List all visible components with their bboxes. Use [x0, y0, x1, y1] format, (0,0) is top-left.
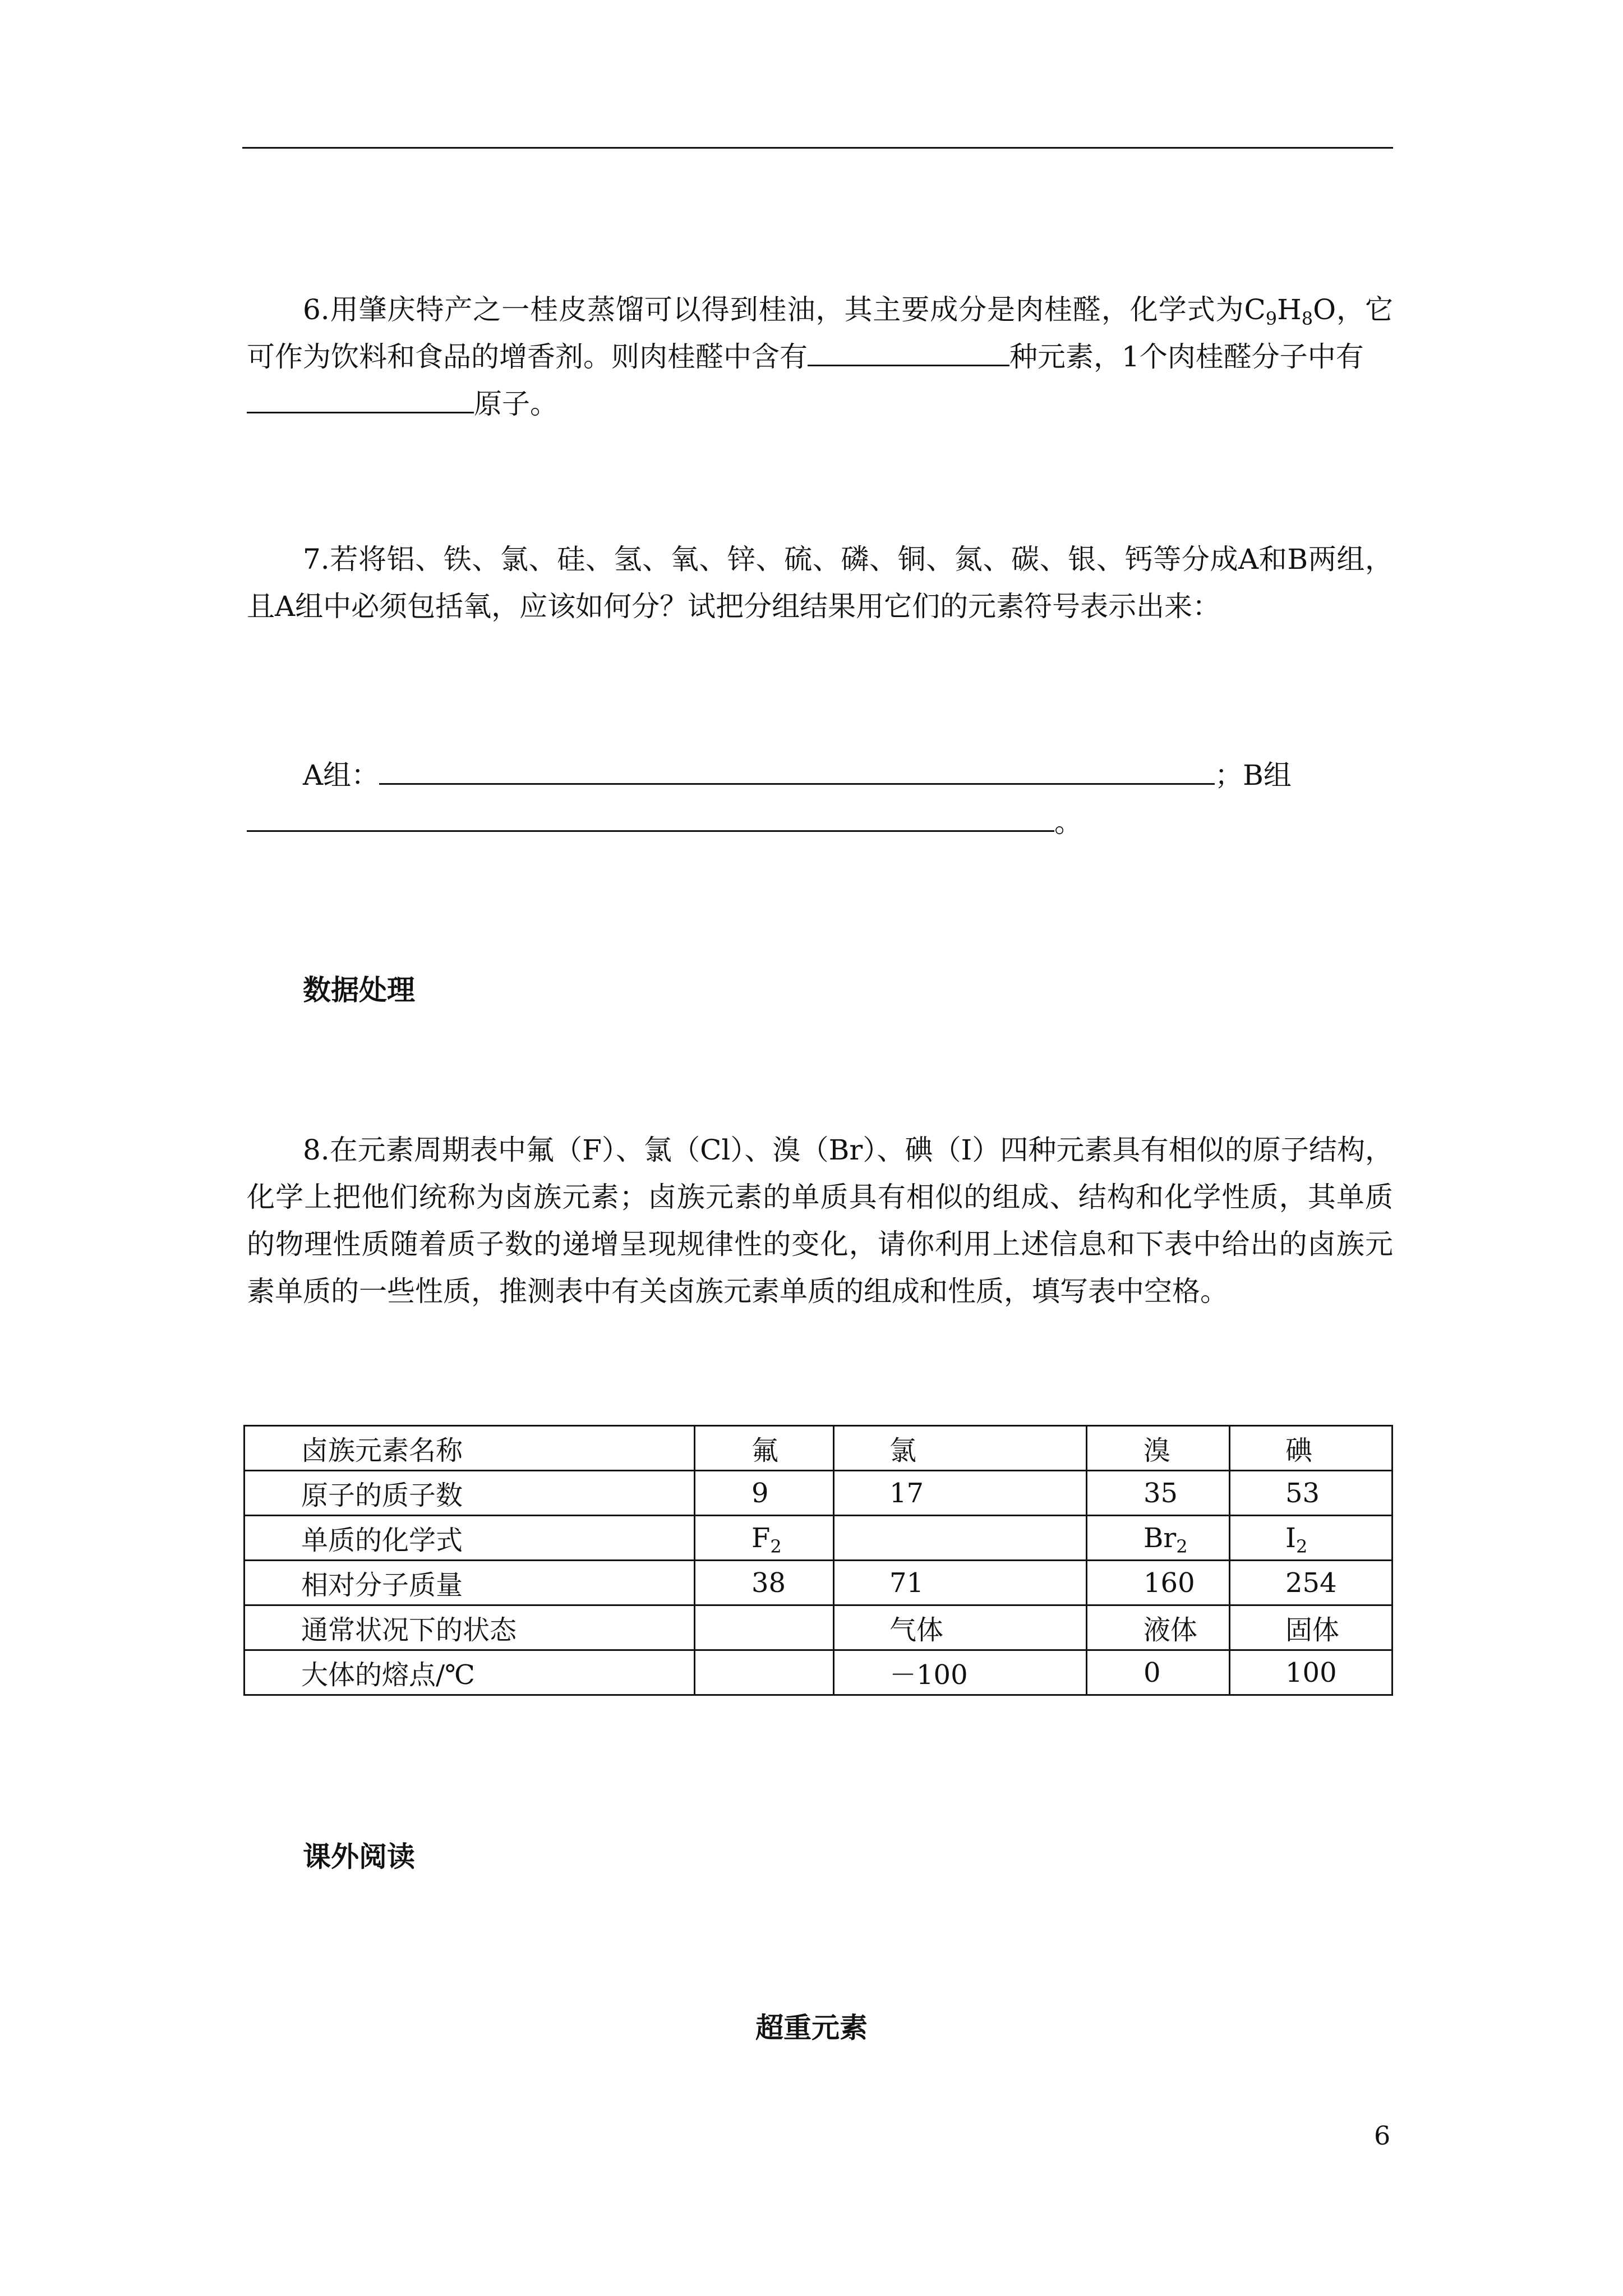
table-row: 卤族元素名称 氟 氯 溴 碘: [245, 1426, 1393, 1471]
table-row: 单质的化学式 $F_2$ $Br_2$ $I_2$: [245, 1516, 1393, 1561]
reading-title: 超重元素: [755, 2012, 868, 2044]
q8-text: 8.在元素周期表中氟（F）、氯（Cl）、溴（Br）、碘（I）四种元素具有相似的原子结构，化学上把他们统称为卤族元素；卤族元素的单质具有相似的组成、结构和化学性质，其单质的物理性质随着质子数的递增呈现规律性的变化，请你利用上述信息和下表中给出的卤族元素单质的一些性质，推测表中有关卤族元素单质的组成和性质，填写表中空格。: [247, 1134, 1393, 1308]
q7-blank-group-a[interactable]: [379, 752, 1215, 785]
q6-end: 原子。: [474, 388, 558, 420]
q7-a-label: A组：: [303, 759, 380, 792]
question-8: [247, 1126, 1393, 1315]
question-7: [247, 536, 1393, 630]
section-heading-data: 数据处理: [303, 974, 415, 1006]
table-row: 相对分子质量 38 71 160 254: [245, 1561, 1393, 1605]
question-6: [247, 286, 1393, 427]
q6-formula: $C_9H_8O$: [1244, 293, 1336, 329]
table-row: 通常状况下的状态 气体 液体 固体: [245, 1605, 1393, 1650]
blank-cell[interactable]: [695, 1605, 834, 1650]
q6-blank-element-count[interactable]: [808, 333, 1009, 366]
q6-mid: 种元素，1个肉桂醛分子中有: [1009, 341, 1364, 373]
q7-end: 。: [1054, 806, 1082, 839]
formula-cell: $Br_2$: [1087, 1516, 1230, 1561]
q7-blank-group-b[interactable]: [247, 799, 1054, 832]
table-row: 大体的熔点/℃ －100 0 100: [245, 1650, 1393, 1695]
section-heading-reading: 课外阅读: [303, 1841, 415, 1873]
blank-cell[interactable]: [695, 1650, 834, 1695]
blank-cell[interactable]: [834, 1516, 1087, 1561]
q7-answer: [247, 752, 1393, 846]
halogen-table: [243, 1425, 1393, 1696]
page-number: 6: [1374, 2120, 1391, 2151]
formula-cell: $F_2$: [695, 1516, 834, 1561]
table-row: 原子的质子数 9 17 35 53: [245, 1471, 1393, 1516]
q7-text: 7.若将铝、铁、氯、硅、氢、氧、锌、硫、磷、铜、氮、碳、银、钙等分成A和B两组，且A组中必须包括氧，应该如何分？试把分组结果用它们的元素符号表示出来：: [247, 543, 1393, 623]
q6-blank-atom-count[interactable]: [247, 380, 474, 413]
q7-b-label: ；B组: [1215, 759, 1292, 792]
header-rule: [242, 147, 1393, 149]
q6-line1: 6.用肇庆特产之一桂皮蒸馏可以得到桂油，其主要成分是肉桂醛，化学式为: [303, 293, 1244, 326]
formula-cell: $I_2$: [1230, 1516, 1393, 1561]
q6-line1-end: ，它可作为饮料和食品的增香剂。则肉桂醛中含有: [247, 293, 1393, 373]
